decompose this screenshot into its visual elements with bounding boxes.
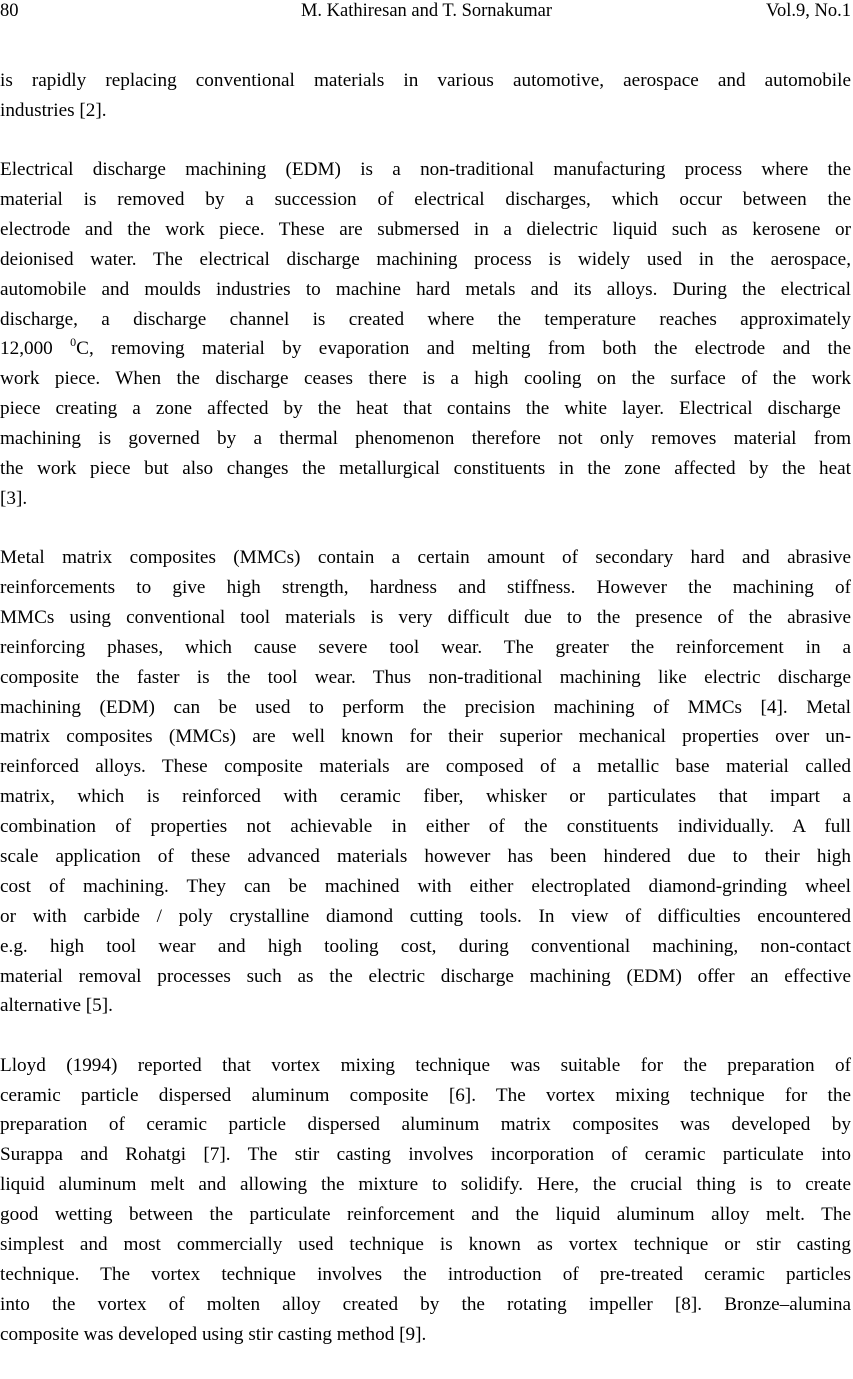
- text-line: reinforcing phases, which cause severe tool wear. The greater the reinforcement in a: [0, 636, 851, 658]
- paragraph: [0, 155, 851, 514]
- text-line: cost of machining. They can be machined with either electroplated diamond-grinding wheel: [0, 875, 851, 897]
- text-line: machining is governed by a thermal phenomenon therefore not only removes material from: [0, 428, 851, 450]
- text-line: preparation of ceramic particle dispersed aluminum matrix composites was developed by: [0, 1114, 851, 1136]
- text-line: work piece. When the discharge ceases there is a high cooling on the surface of the work: [0, 368, 851, 390]
- text-line: discharge, a discharge channel is created where the temperature reaches approximately: [0, 308, 851, 330]
- text-line: simplest and most commercially used technique is known as vortex technique or stir casting: [0, 1233, 851, 1255]
- text-line: into the vortex of molten alloy created by the rotating impeller [8]. Bronze–alumina: [0, 1293, 851, 1315]
- text-line: Metal matrix composites (MMCs) contain a certain amount of secondary hard and abrasive: [0, 547, 851, 569]
- text-line: e.g. high tool wear and high tooling cost, during conventional machining, non-contact: [0, 935, 851, 957]
- text-line: reinforcements to give high strength, hardness and stiffness. However the machining of: [0, 576, 851, 598]
- text-fragment: 12,000: [0, 338, 71, 360]
- text-line: electrode and the work piece. These are submersed in a dielectric liquid such as kerosene or: [0, 218, 851, 240]
- running-header: [0, 0, 853, 24]
- text-line: reinforced alloys. These composite materials are composed of a metallic base material called: [0, 756, 851, 778]
- paragraph: [0, 543, 851, 1021]
- text-line: piece creating a zone affected by the heat that contains the white layer. Electrical discharge: [0, 398, 841, 420]
- text-line: ceramic particle dispersed aluminum composite [6]. The vortex mixing technique for the: [0, 1084, 851, 1106]
- text-line: the work piece but also changes the metallurgical constituents in the zone affected by the heat: [0, 457, 851, 479]
- text-line: Lloyd (1994) reported that vortex mixing technique was suitable for the preparation of: [0, 1054, 851, 1076]
- text-line: good wetting between the particulate reinforcement and the liquid aluminum alloy melt. The: [0, 1204, 851, 1226]
- paragraph: [0, 66, 851, 126]
- text-line: is rapidly replacing conventional materials in various automotive, aerospace and automobile: [0, 70, 851, 91]
- text-line: matrix, which is reinforced with ceramic fiber, whisker or particulates that impart a: [0, 786, 851, 808]
- text-line: technique. The vortex technique involves the introduction of pre-treated ceramic particles: [0, 1263, 851, 1285]
- text-line: composite was developed using stir casting method [9].: [0, 1323, 427, 1345]
- paragraph: [0, 1051, 851, 1350]
- text-line: machining (EDM) can be used to perform the precision machining of MMCs [4]. Metal: [0, 696, 851, 718]
- text-line: scale application of these advanced materials however has been hindered due to their high: [0, 845, 851, 867]
- text-line: liquid aluminum melt and allowing the mixture to solidify. Here, the crucial thing is to create: [0, 1174, 851, 1196]
- text-line: industries [2].: [0, 99, 107, 121]
- body-text: [0, 66, 851, 1379]
- text-line: matrix composites (MMCs) are well known for their superior mechanical properties over un-: [0, 726, 851, 748]
- header-authors: M. Kathiresan and T. Sornakumar: [300, 1, 553, 21]
- text-line: deionised water. The electrical discharge machining process is widely used in the aerospace,: [0, 248, 851, 270]
- text-line: or with carbide / poly crystalline diamond cutting tools. In view of difficulties encountered: [0, 905, 851, 927]
- text-line: Surappa and Rohatgi [7]. The stir casting involves incorporation of ceramic particulate into: [0, 1144, 851, 1166]
- text-line: composite the faster is the tool wear. Thus non-traditional machining like electric discharge: [0, 666, 851, 688]
- text-line: combination of properties not achievable in either of the constituents individually. A full: [0, 816, 851, 838]
- text-fragment: C, removing material by evaporation and melting from both the electrode and the: [76, 338, 851, 360]
- text-line: [0, 334, 851, 364]
- text-line: Electrical discharge machining (EDM) is a non-traditional manufacturing process where the: [0, 159, 851, 181]
- page-number: 80: [0, 1, 19, 21]
- text-line: material is removed by a succession of electrical discharges, which occur between the: [0, 188, 851, 210]
- text-line: alternative [5].: [0, 995, 113, 1017]
- header-volume: Vol.9, No.1: [766, 1, 851, 21]
- text-line: MMCs using conventional tool materials is very difficult due to the presence of the abrasive: [0, 606, 851, 628]
- text-line: material removal processes such as the electric discharge machining (EDM) offer an effective: [0, 965, 851, 987]
- text-line: [3].: [0, 487, 28, 509]
- degree-superscript: 0: [70, 335, 77, 350]
- text-line: automobile and moulds industries to machine hard metals and its alloys. During the electrical: [0, 278, 851, 300]
